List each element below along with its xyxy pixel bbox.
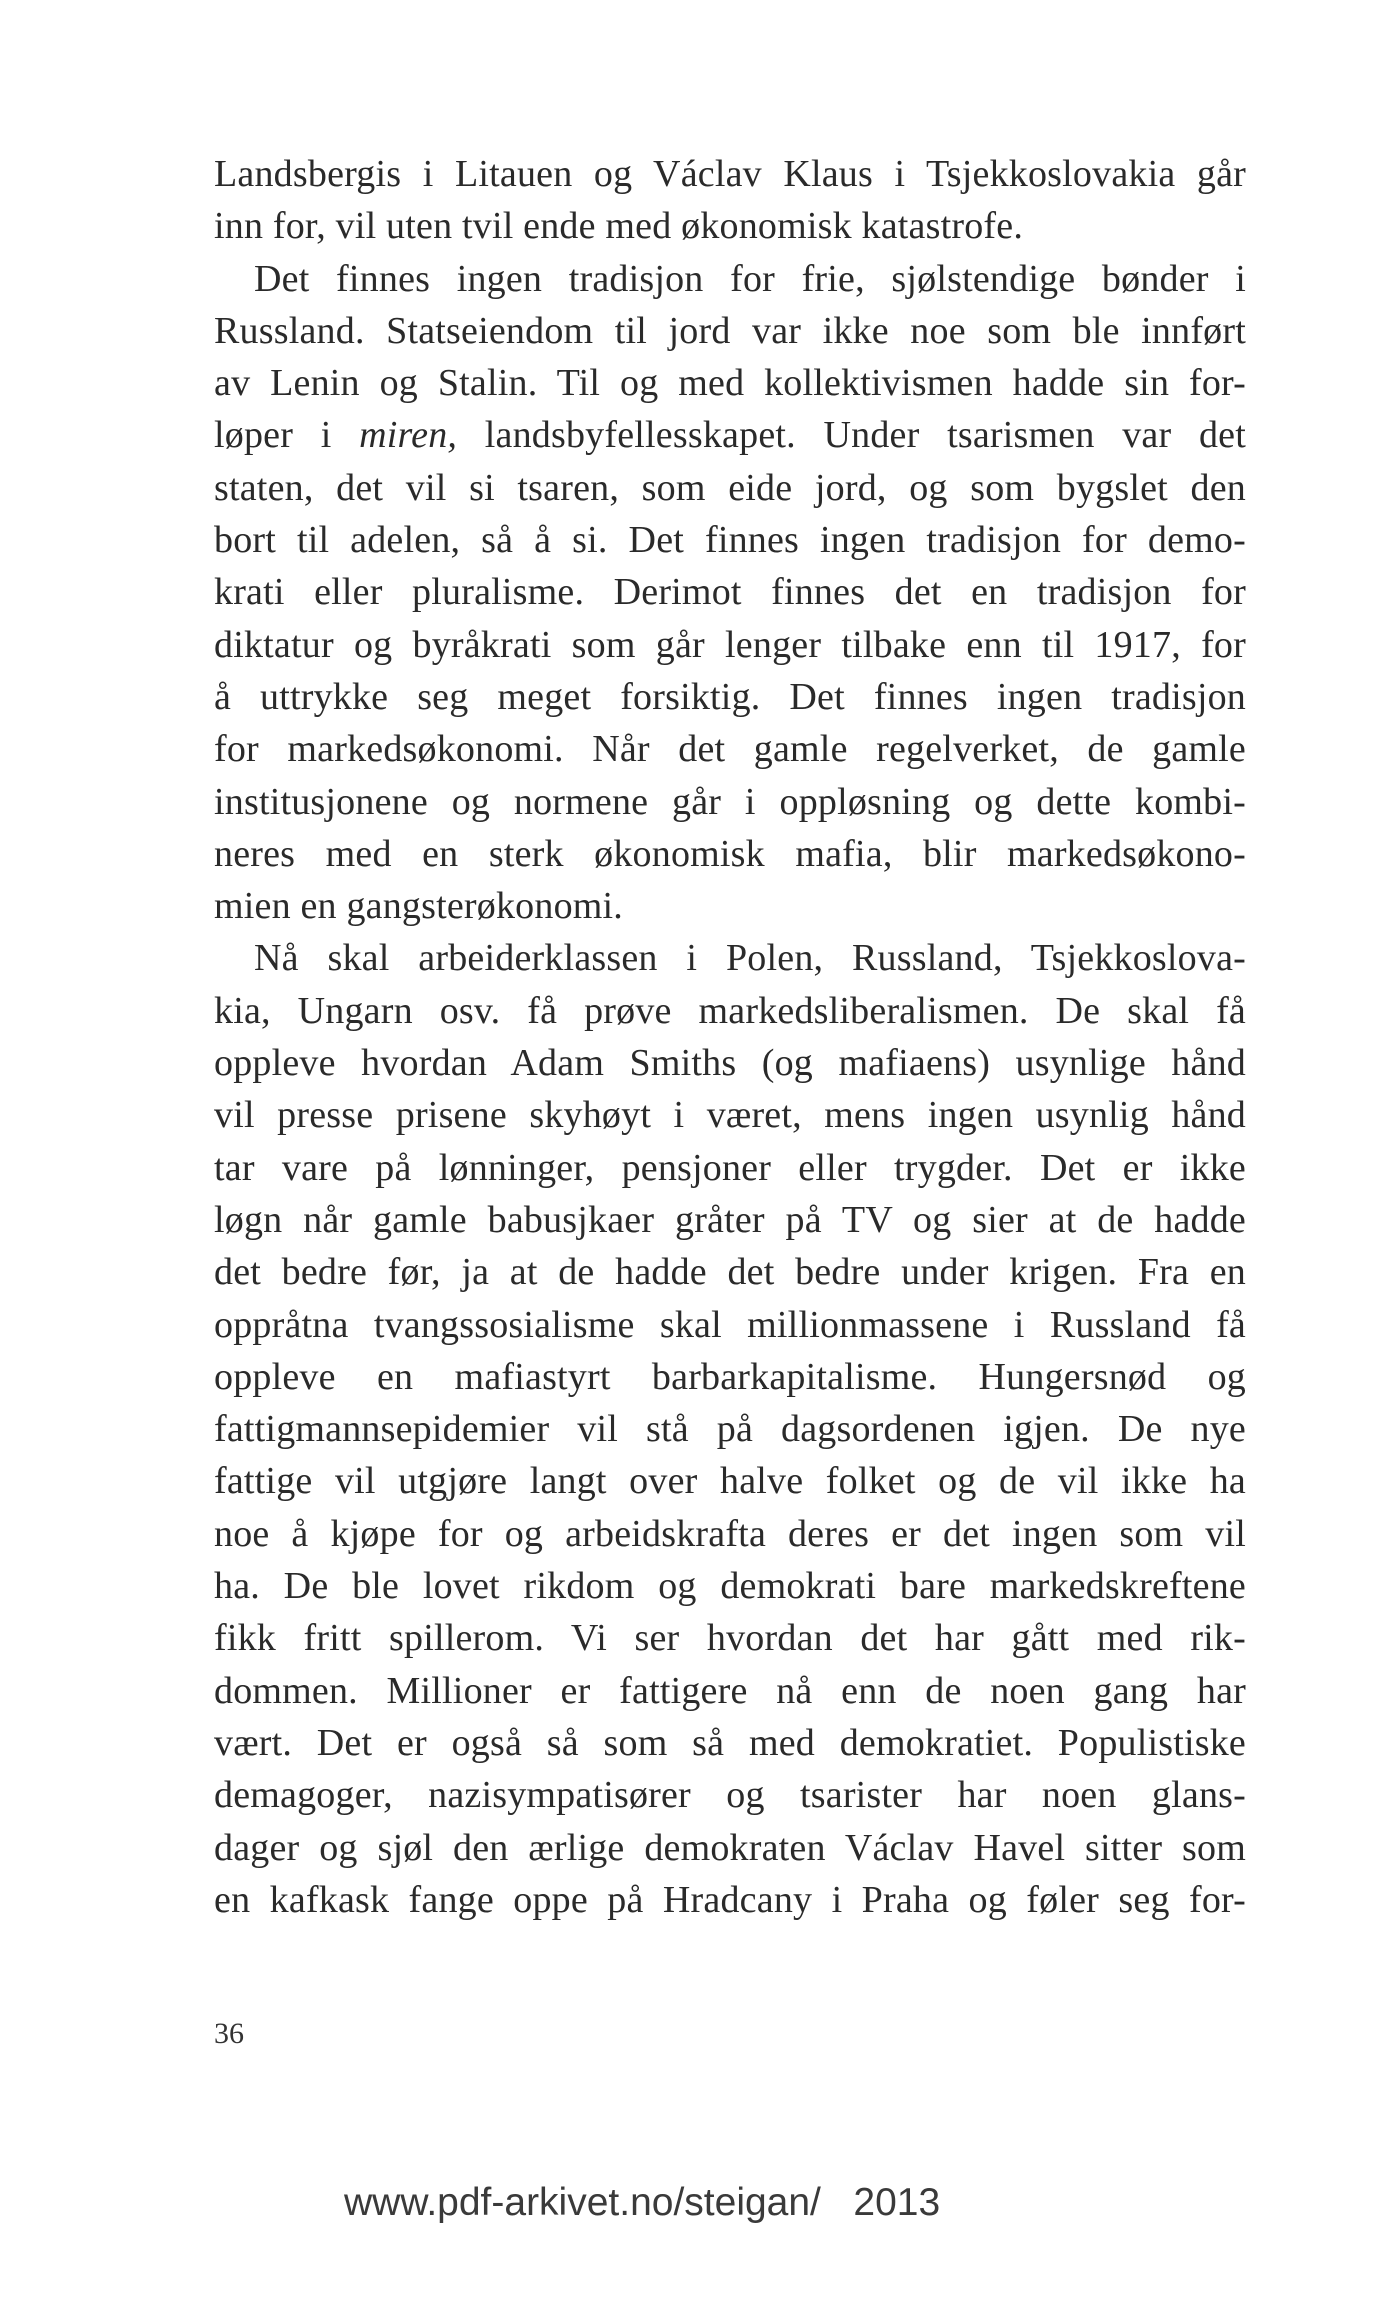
text-line: for markedsøkonomi. Når det gamle regelverket, de gamle xyxy=(214,728,1246,771)
text-run: løper i xyxy=(214,414,360,457)
text-line: bort til adelen, så å si. Det finnes ingen tradisjon for demo- xyxy=(214,519,1246,562)
text-line: fattigmannsepidemier vil stå på dagsordenen igjen. De nye xyxy=(214,1408,1246,1451)
text-line: fattige vil utgjøre langt over halve folket og de vil ikke ha xyxy=(214,1460,1246,1503)
text-line: Landsbergis i Litauen og Václav Klaus i Tsjekkoslovakia går xyxy=(214,153,1246,195)
text-line: dager og sjøl den ærlige demokraten Václav Havel sitter som xyxy=(214,1826,1246,1869)
text-line: ha. De ble lovet rikdom og demokrati bare markedskreftene xyxy=(214,1565,1246,1608)
text-line: en kafkask fange oppe på Hradcany i Praha og føler seg for- xyxy=(214,1878,1246,1921)
text-line: oppråtna tvangssosialisme skal millionmassene i Russland få xyxy=(214,1303,1246,1346)
text-line: det bedre før, ja at de hadde det bedre under krigen. Fra en xyxy=(214,1251,1246,1294)
text-line: av Lenin og Stalin. Til og med kollektivismen hadde sin for- xyxy=(214,362,1246,405)
page-number: 36 xyxy=(214,2017,244,2050)
text-line: staten, det vil si tsaren, som eide jord, og som bygslet den xyxy=(214,466,1246,509)
text-line: vil presse prisene skyhøyt i været, mens ingen usynlig hånd xyxy=(214,1094,1246,1137)
text-line: inn for, vil uten tvil ende med økonomisk katastrofe. xyxy=(214,205,1024,248)
text-line: dommen. Millioner er fattigere nå enn de noen gang har xyxy=(214,1669,1246,1712)
body-text xyxy=(214,148,1246,1926)
text-line: krati eller pluralisme. Derimot finnes det en tradisjon for xyxy=(214,571,1246,614)
text-line: oppleve en mafiastyrt barbarkapitalisme. Hungersnød og xyxy=(214,1355,1246,1398)
text-line: tar vare på lønninger, pensjoner eller trygder. Det er ikke xyxy=(214,1146,1246,1189)
text-line: å uttrykke seg meget forsiktig. Det finnes ingen tradisjon xyxy=(214,675,1246,718)
text-line: Russland. Statseiendom til jord var ikke noe som ble innført xyxy=(214,309,1246,352)
text-line: neres med en sterk økonomisk mafia, blir markedsøkono- xyxy=(214,832,1246,875)
text-line: vært. Det er også så som så med demokratiet. Populistiske xyxy=(214,1721,1246,1764)
text-line: demagoger, nazisympatisører og tsarister har noen glans- xyxy=(214,1774,1246,1817)
italic-word: miren, xyxy=(359,414,458,457)
text-line: oppleve hvordan Adam Smiths (og mafiaens) usynlige hånd xyxy=(214,1042,1246,1085)
text-run: landsbyfellesskapet. Under tsarismen var det xyxy=(457,414,1246,457)
text-line xyxy=(214,409,1246,461)
text-line: institusjonene og normene går i oppløsning og dette kombi- xyxy=(214,780,1246,823)
source-watermark: www.pdf-arkivet.no/steigan/ 2013 xyxy=(344,2181,941,2224)
text-line: Nå skal arbeiderklassen i Polen, Russland, Tsjekkoslova- xyxy=(254,937,1246,980)
text-line: fikk fritt spillerom. Vi ser hvordan det har gått med rik- xyxy=(214,1617,1246,1660)
text-line: diktatur og byråkrati som går lenger tilbake enn til 1917, for xyxy=(214,623,1246,666)
text-line: Det finnes ingen tradisjon for frie, sjølstendige bønder i xyxy=(254,257,1246,300)
text-line: noe å kjøpe for og arbeidskrafta deres er det ingen som vil xyxy=(214,1512,1246,1555)
text-line: mien en gangsterøkonomi. xyxy=(214,885,623,928)
text-line: løgn når gamle babusjkaer gråter på TV og sier at de hadde xyxy=(214,1198,1246,1241)
text-line: kia, Ungarn osv. få prøve markedsliberalismen. De skal få xyxy=(214,989,1246,1032)
